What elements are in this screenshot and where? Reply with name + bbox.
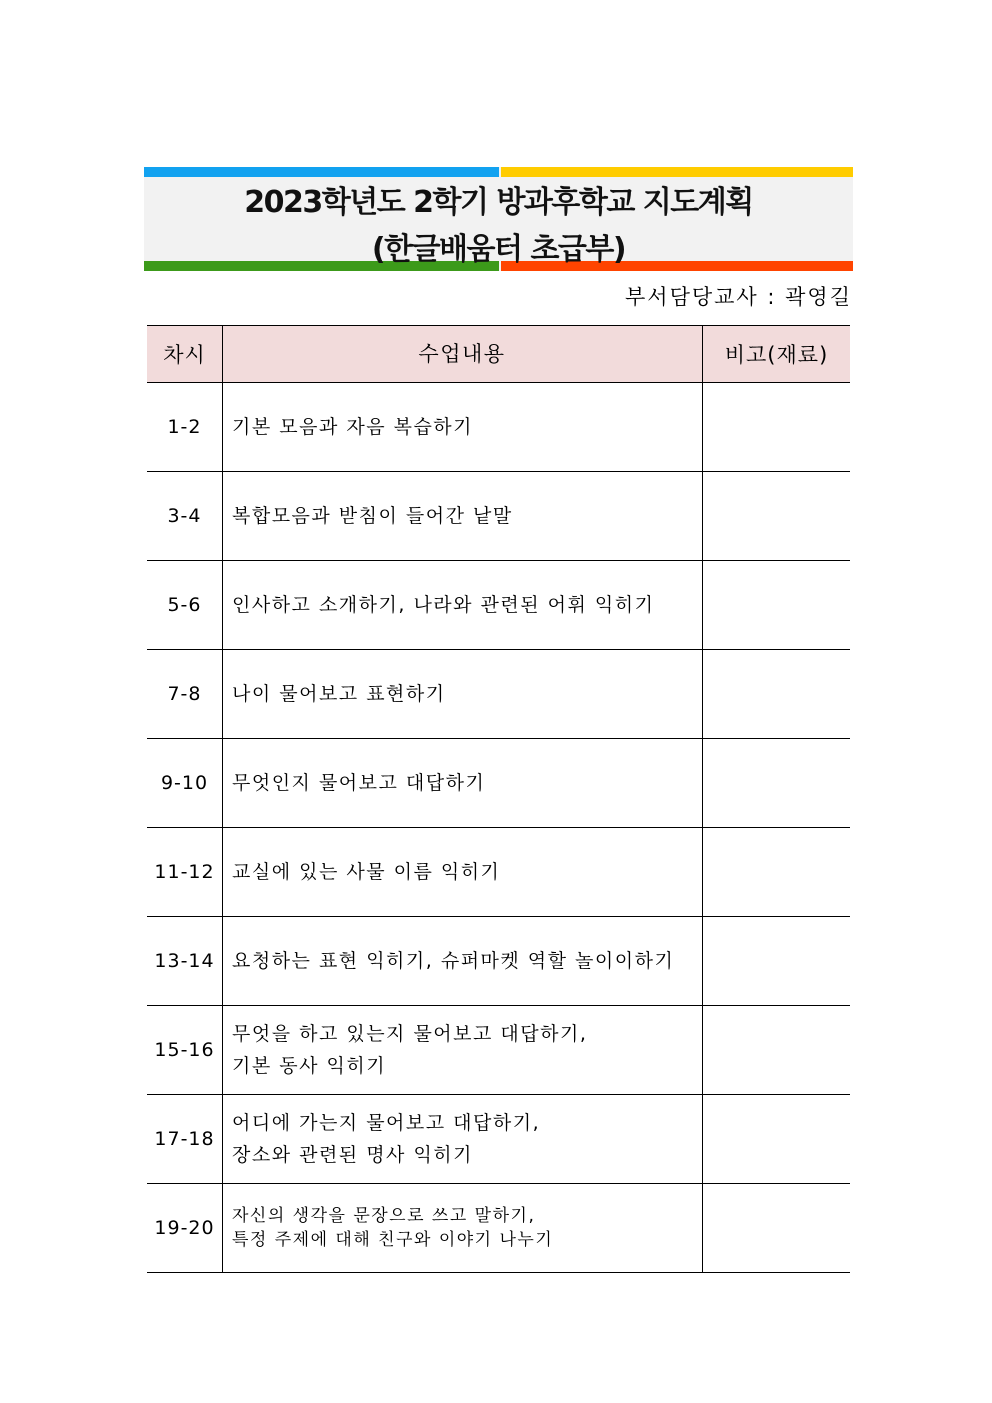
- table-row: [147, 1095, 850, 1184]
- session-cell: 9-10: [147, 739, 223, 828]
- table-header-row: [147, 326, 850, 383]
- content-line: 무엇을 하고 있는지 물어보고 대답하기,: [232, 1023, 588, 1045]
- note-cell: [703, 1095, 851, 1184]
- page-subtitle: (한글배움터 초급부): [371, 232, 626, 267]
- table-row: [147, 650, 850, 739]
- table-row: [147, 917, 850, 1006]
- session-cell: 1-2: [147, 383, 223, 472]
- session-cell: 17-18: [147, 1095, 223, 1184]
- header-note: 비고(재료): [703, 326, 851, 383]
- content-cell: [223, 1184, 703, 1273]
- session-cell: 19-20: [147, 1184, 223, 1273]
- content-line: 요청하는 표현 익히기, 슈퍼마켓 역할 놀이이하기: [232, 950, 675, 972]
- content-line: 특정 주제에 대해 친구와 이야기 나누기: [232, 1230, 554, 1250]
- session-cell: 11-12: [147, 828, 223, 917]
- teacher-in-charge: 부서담당교사 : 곽영길: [625, 285, 852, 309]
- table-row: [147, 828, 850, 917]
- content-line: 기본 모음과 자음 복습하기: [232, 416, 474, 438]
- content-line: 기본 동사 익히기: [232, 1055, 387, 1077]
- content-line: 인사하고 소개하기, 나라와 관련된 어휘 익히기: [232, 594, 655, 616]
- note-cell: [703, 472, 851, 561]
- stripe-top-right: [501, 167, 853, 177]
- session-cell: 5-6: [147, 561, 223, 650]
- content-line: 어디에 가는지 물어보고 대답하기,: [232, 1112, 541, 1134]
- content-line: 나이 물어보고 표현하기: [232, 683, 446, 705]
- content-line: 장소와 관련된 명사 익히기: [232, 1144, 474, 1166]
- page-title: 2023학년도 2학기 방과후학교 지도계획: [244, 185, 753, 220]
- session-cell: 13-14: [147, 917, 223, 1006]
- header-session: 차시: [147, 326, 223, 383]
- content-cell: [223, 917, 703, 1006]
- content-line: 교실에 있는 사물 이름 익히기: [232, 861, 501, 883]
- note-cell: [703, 1184, 851, 1273]
- lesson-plan-table: [147, 325, 850, 1273]
- table-row: [147, 1006, 850, 1095]
- session-cell: 3-4: [147, 472, 223, 561]
- content-line: 자신의 생각을 문장으로 쓰고 말하기,: [232, 1206, 536, 1226]
- content-cell: [223, 1095, 703, 1184]
- table-row: [147, 561, 850, 650]
- session-cell: 15-16: [147, 1006, 223, 1095]
- note-cell: [703, 561, 851, 650]
- header-content: 수업내용: [223, 326, 703, 383]
- note-cell: [703, 383, 851, 472]
- table-row: [147, 383, 850, 472]
- note-cell: [703, 917, 851, 1006]
- content-line: 무엇인지 물어보고 대답하기: [232, 772, 486, 794]
- note-cell: [703, 828, 851, 917]
- content-cell: [223, 383, 703, 472]
- content-cell: [223, 739, 703, 828]
- content-cell: [223, 472, 703, 561]
- content-cell: [223, 650, 703, 739]
- table-row: [147, 1184, 850, 1273]
- content-cell: [223, 828, 703, 917]
- content-cell: [223, 561, 703, 650]
- session-cell: 7-8: [147, 650, 223, 739]
- table-row: [147, 472, 850, 561]
- note-cell: [703, 739, 851, 828]
- content-cell: [223, 1006, 703, 1095]
- stripe-top-left: [144, 167, 499, 177]
- note-cell: [703, 1006, 851, 1095]
- content-line: 복합모음과 받침이 들어간 낱말: [232, 505, 513, 527]
- note-cell: [703, 650, 851, 739]
- table-row: [147, 739, 850, 828]
